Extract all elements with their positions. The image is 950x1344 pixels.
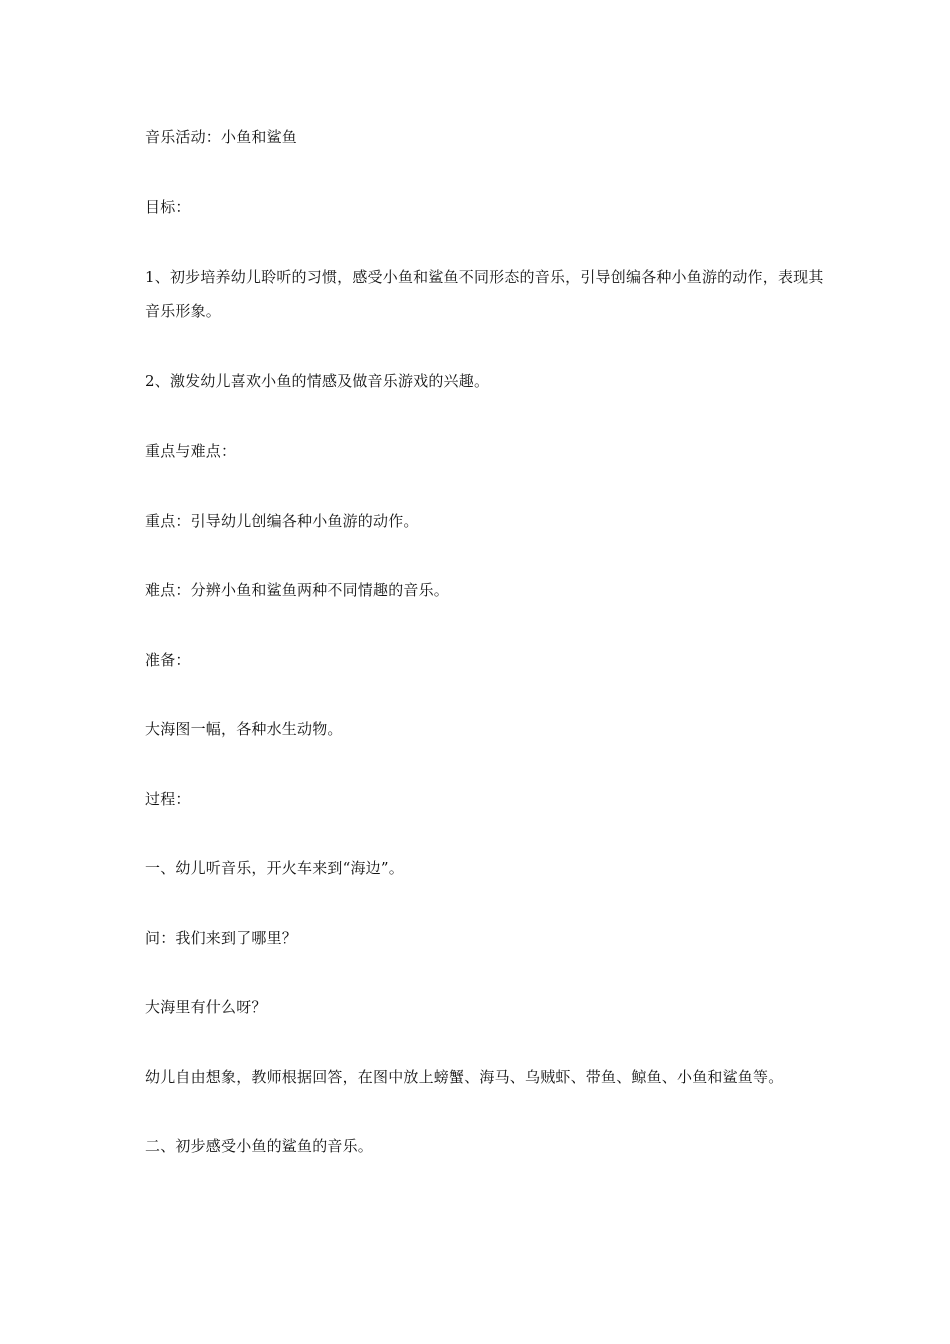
document-title: 音乐活动：小鱼和鲨鱼 bbox=[145, 128, 298, 146]
question-2: 大海里有什么呀？ bbox=[145, 998, 267, 1016]
goal-1: 1、初步培养幼儿聆听的习惯，感受小鱼和鲨鱼不同形态的音乐，引导创编各种小鱼游的动作，表现其音乐形象。 bbox=[145, 268, 824, 320]
question-1: 问：我们来到了哪里？ bbox=[145, 929, 298, 947]
step-1: 一、幼儿听音乐，开火车来到“海边”。 bbox=[145, 859, 404, 877]
goals-heading: 目标： bbox=[145, 198, 191, 216]
difficulty: 难点：分辨小鱼和鲨鱼两种不同情趣的音乐。 bbox=[145, 581, 450, 599]
goal-2: 2、激发幼儿喜欢小鱼的情感及做音乐游戏的兴趣。 bbox=[145, 372, 490, 390]
step-1-detail: 幼儿自由想象，教师根据回答，在图中放上螃蟹、海马、乌贼虾、带鱼、鲸鱼、小鱼和鲨鱼等。 bbox=[145, 1068, 784, 1086]
key-point: 重点：引导幼儿创编各种小鱼游的动作。 bbox=[145, 512, 419, 530]
preparation-heading: 准备： bbox=[145, 651, 191, 669]
process-heading: 过程： bbox=[145, 790, 191, 808]
preparation-text: 大海图一幅，各种水生动物。 bbox=[145, 720, 343, 738]
step-2: 二、初步感受小鱼的鲨鱼的音乐。 bbox=[145, 1137, 374, 1155]
key-points-heading: 重点与难点： bbox=[145, 442, 237, 460]
